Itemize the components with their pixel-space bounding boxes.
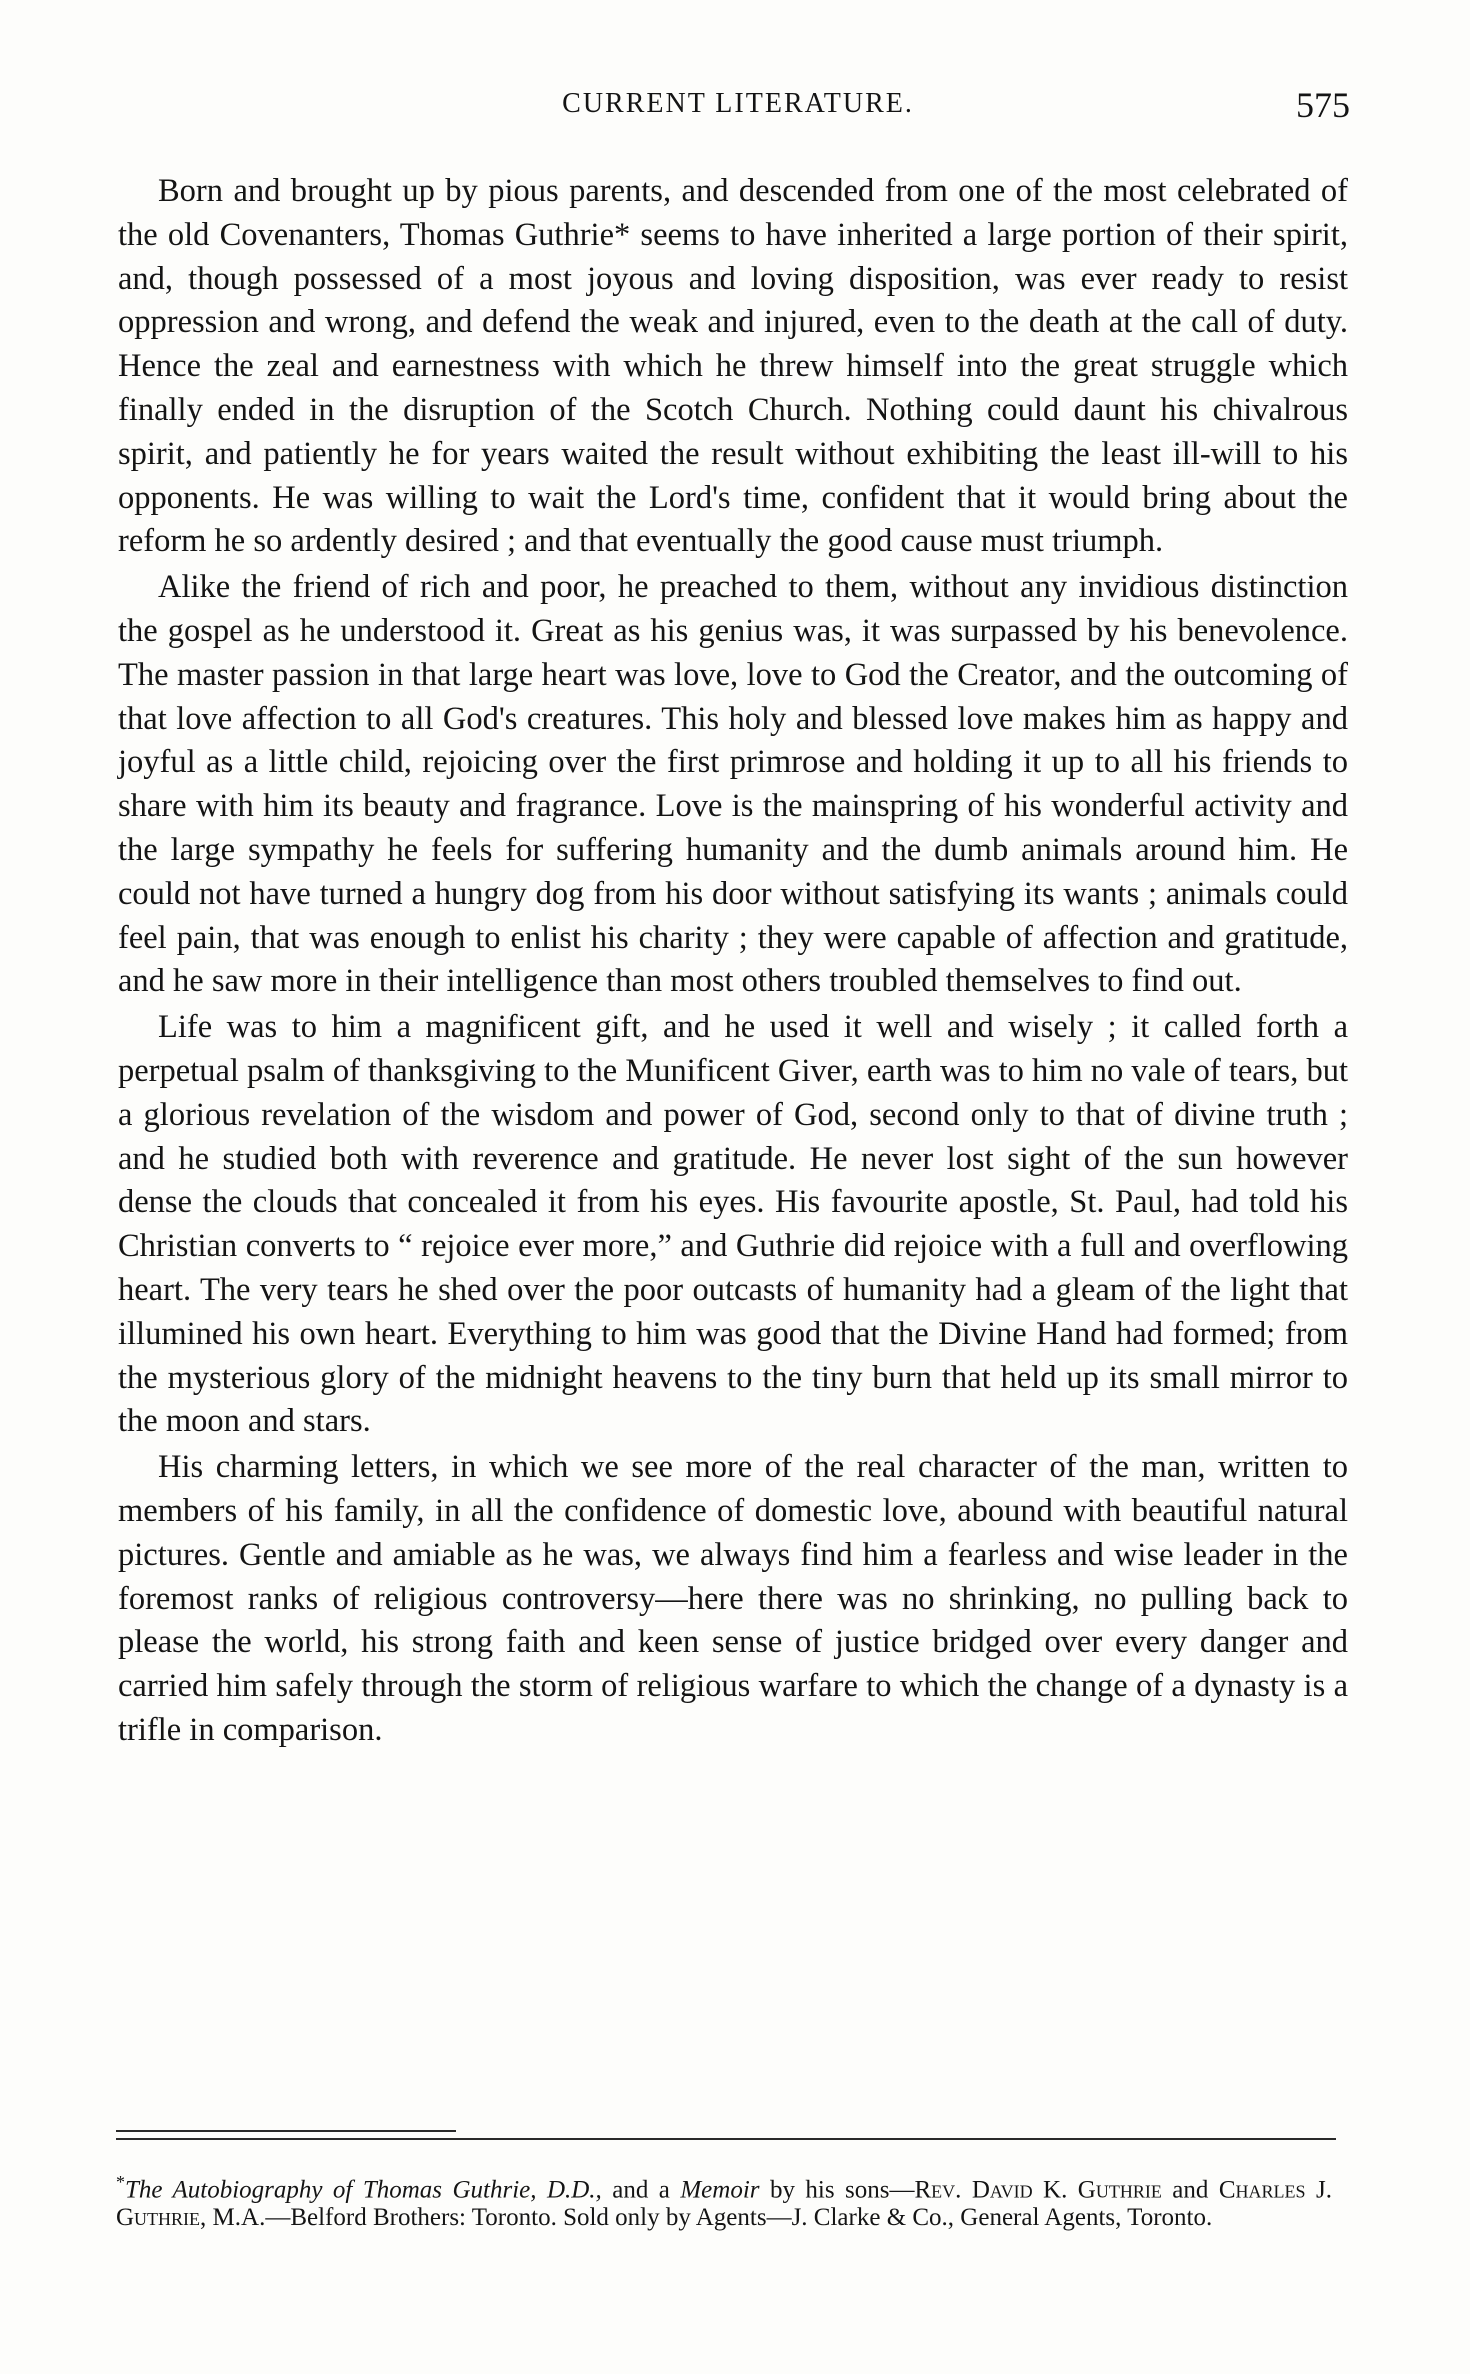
footnote-rule-short <box>116 2130 456 2132</box>
footnote-book-title: The Autobiography of Thomas Guthrie, D.D., <box>125 2176 602 2204</box>
footnote-rule <box>116 2138 1336 2140</box>
paragraph-1: Born and brought up by pious parents, and descended from one of the most celebrated of the old Covenanters, Thomas Guthrie* seems to have inherited a large portion of their spirit, and, though possessed of a most joyous and loving disposition, was ever ready to resist oppression and wrong, and defend the weak and injured, even to the death at the call of duty. Hence the zeal and earnestness with which he threw himself into the great struggle which finally ended in the disruption of the Scotch Church. Nothing could daunt his chivalrous spirit, and patiently he for years waited the result without exhibiting the least ill-will to his opponents. He was willing to wait the Lord's time, confident that it would bring about the reform he so ardently desired ; and that eventually the good cause must triumph. <box>118 173 1348 560</box>
footnote-memoir: Memoir <box>680 2176 760 2204</box>
article-body <box>118 170 1348 1755</box>
footnote-author-charles: Charles J. Guthrie, M.A. <box>116 2176 1332 2232</box>
footnote-authors-intro: by his sons— <box>759 2176 915 2204</box>
paragraph-2: Alike the friend of rich and poor, he preached to them, without any invidious distinction the gospel as he understood it. Great as his genius was, it was surpassed by his benevolence. The master passion in that large heart was love, love to God the Creator, and the outcoming of that love affection to all God's creatures. This holy and blessed love makes him as happy and joyful as a little child, rejoicing over the first primrose and holding it up to all his friends to share with him its beauty and fragrance. Love is the mainspring of his wonderful activity and the large sympathy he feels for suffering humanity and the dumb animals around him. He could not have turned a hungry dog from his door without satisfying its wants ; animals could feel pain, that was enough to enlist his charity ; they were capable of affection and gratitude, and he saw more in their intelligence than most others troubled themselves to find out. <box>118 569 1348 1000</box>
running-head: CURRENT LITERATURE. <box>562 88 914 119</box>
footnote-conjunction: and a <box>601 2176 681 2204</box>
footnote-author-david: Rev. David K. Guthrie <box>914 2176 1162 2204</box>
page-header <box>118 85 1358 138</box>
footnote-marker: * <box>116 2172 125 2192</box>
paragraph-3: Life was to him a magnificent gift, and he used it well and wisely ; it called forth a perpetual psalm of thanksgiving to the Munificent Giver, earth was to him no vale of tears, but a glorious revelation of the wisdom and power of God, second only to that of divine truth ; and he studied both with reverence and gratitude. He never lost sight of the sun however dense the clouds that concealed it from his eyes. His favourite apostle, St. Paul, had told his Christian converts to “ rejoice ever more,” and Guthrie did rejoice with a full and overflowing heart. The very tears he shed over the poor outcasts of humanity had a gleam of the light that illumined his own heart. Everything to him was good that the Divine Hand had formed; from the mysterious glory of the midnight heavens to the tiny burn that held up its small mirror to the moon and stars. <box>118 1009 1348 1440</box>
footnote <box>116 2168 1332 2232</box>
footnote-and: and <box>1161 2176 1219 2204</box>
page-number: 575 <box>1296 85 1350 125</box>
paragraph-4: His charming letters, in which we see more of the real character of the man, written to members of his family, in all the confidence of domestic love, abound with beautiful natural pictures. Gentle and amiable as he was, we always find him a fearless and wise leader in the foremost ranks of religious controversy—here there was no shrinking, no pulling back to please the world, his strong faith and keen sense of justice bridged over every danger and carried him safely through the storm of religious warfare to which the change of a dynasty is a trifle in comparison. <box>118 1449 1348 1748</box>
footnote-publisher: —Belford Brothers: Toronto. Sold only by Agents—J. Clarke & Co., General Agents, Toronto. <box>265 2204 1213 2232</box>
